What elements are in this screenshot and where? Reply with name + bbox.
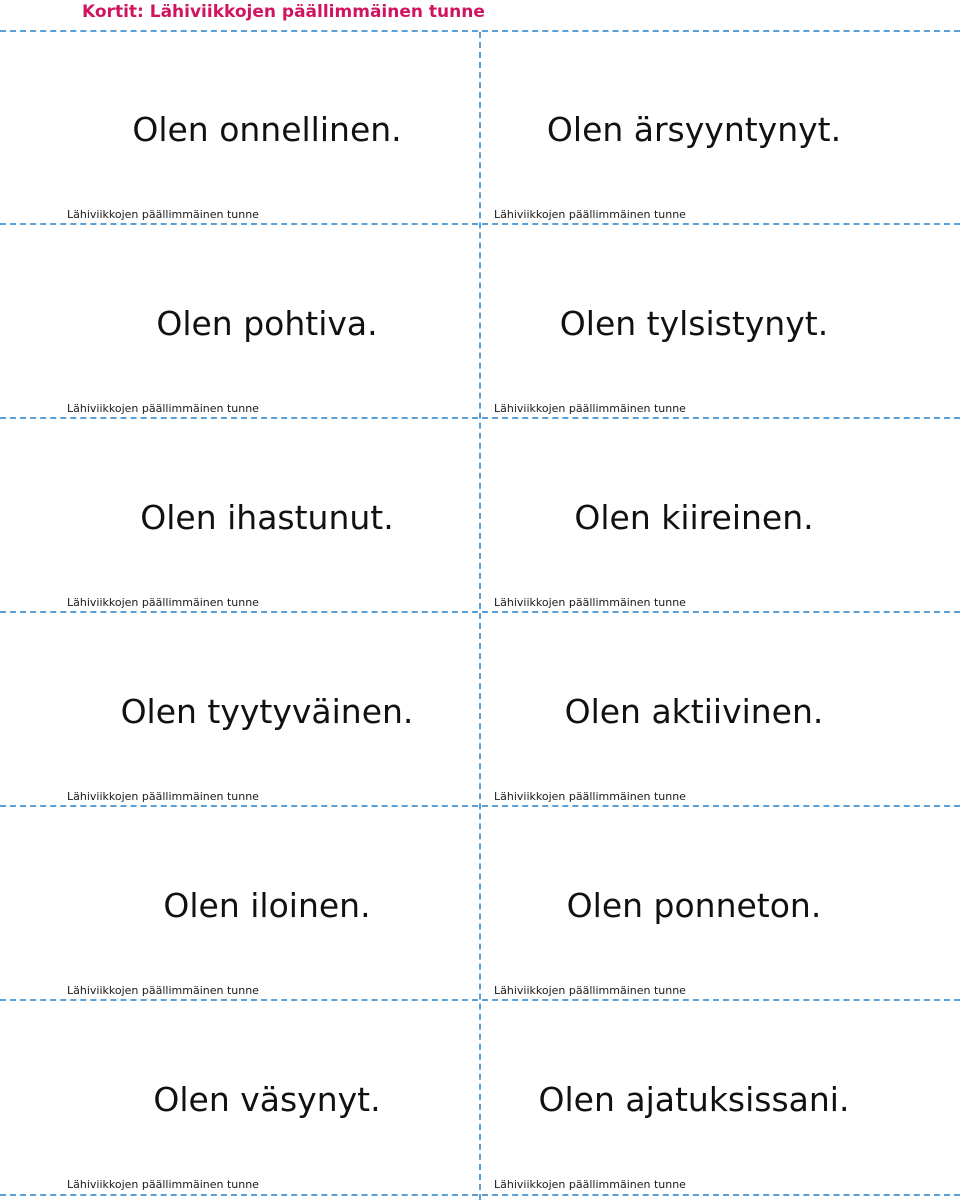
emotion-card — [481, 420, 907, 613]
card-footer: Lähiviikkojen päällimmäinen tunne — [67, 596, 259, 609]
emotion-card — [54, 808, 480, 1001]
card-text: Olen väsynyt. — [153, 1080, 381, 1119]
card-text: Olen iloinen. — [163, 886, 371, 925]
card-text: Olen ponneton. — [566, 886, 822, 925]
emotion-card — [481, 808, 907, 1001]
card-footer: Lähiviikkojen päällimmäinen tunne — [67, 402, 259, 415]
card-text: Olen ihastunut. — [140, 498, 394, 537]
card-footer: Lähiviikkojen päällimmäinen tunne — [494, 984, 686, 997]
emotion-card — [54, 614, 480, 807]
card-footer: Lähiviikkojen päällimmäinen tunne — [67, 1178, 259, 1191]
emotion-card — [481, 614, 907, 807]
card-text: Olen tylsistynyt. — [559, 304, 829, 343]
card-footer: Lähiviikkojen päällimmäinen tunne — [67, 790, 259, 803]
card-footer: Lähiviikkojen päällimmäinen tunne — [494, 208, 686, 221]
page-title: Kortit: Lähiviikkojen päällimmäinen tunne — [82, 2, 485, 22]
emotion-card — [54, 32, 480, 225]
emotion-card — [54, 1002, 480, 1195]
card-text: Olen ärsyyntynyt. — [546, 110, 842, 149]
card-text: Olen pohtiva. — [156, 304, 378, 343]
emotion-card — [481, 226, 907, 419]
emotion-card — [481, 1002, 907, 1195]
emotion-card — [54, 420, 480, 613]
card-text: Olen tyytyväinen. — [120, 692, 414, 731]
card-footer: Lähiviikkojen päällimmäinen tunne — [494, 596, 686, 609]
card-text: Olen ajatuksissani. — [538, 1080, 850, 1119]
emotion-card — [481, 32, 907, 225]
emotion-card — [54, 226, 480, 419]
card-footer: Lähiviikkojen päällimmäinen tunne — [494, 790, 686, 803]
card-footer: Lähiviikkojen päällimmäinen tunne — [494, 402, 686, 415]
card-text: Olen kiireinen. — [574, 498, 814, 537]
card-text: Olen aktiivinen. — [564, 692, 824, 731]
card-footer: Lähiviikkojen päällimmäinen tunne — [494, 1178, 686, 1191]
card-footer: Lähiviikkojen päällimmäinen tunne — [67, 208, 259, 221]
card-footer: Lähiviikkojen päällimmäinen tunne — [67, 984, 259, 997]
card-text: Olen onnellinen. — [132, 110, 402, 149]
